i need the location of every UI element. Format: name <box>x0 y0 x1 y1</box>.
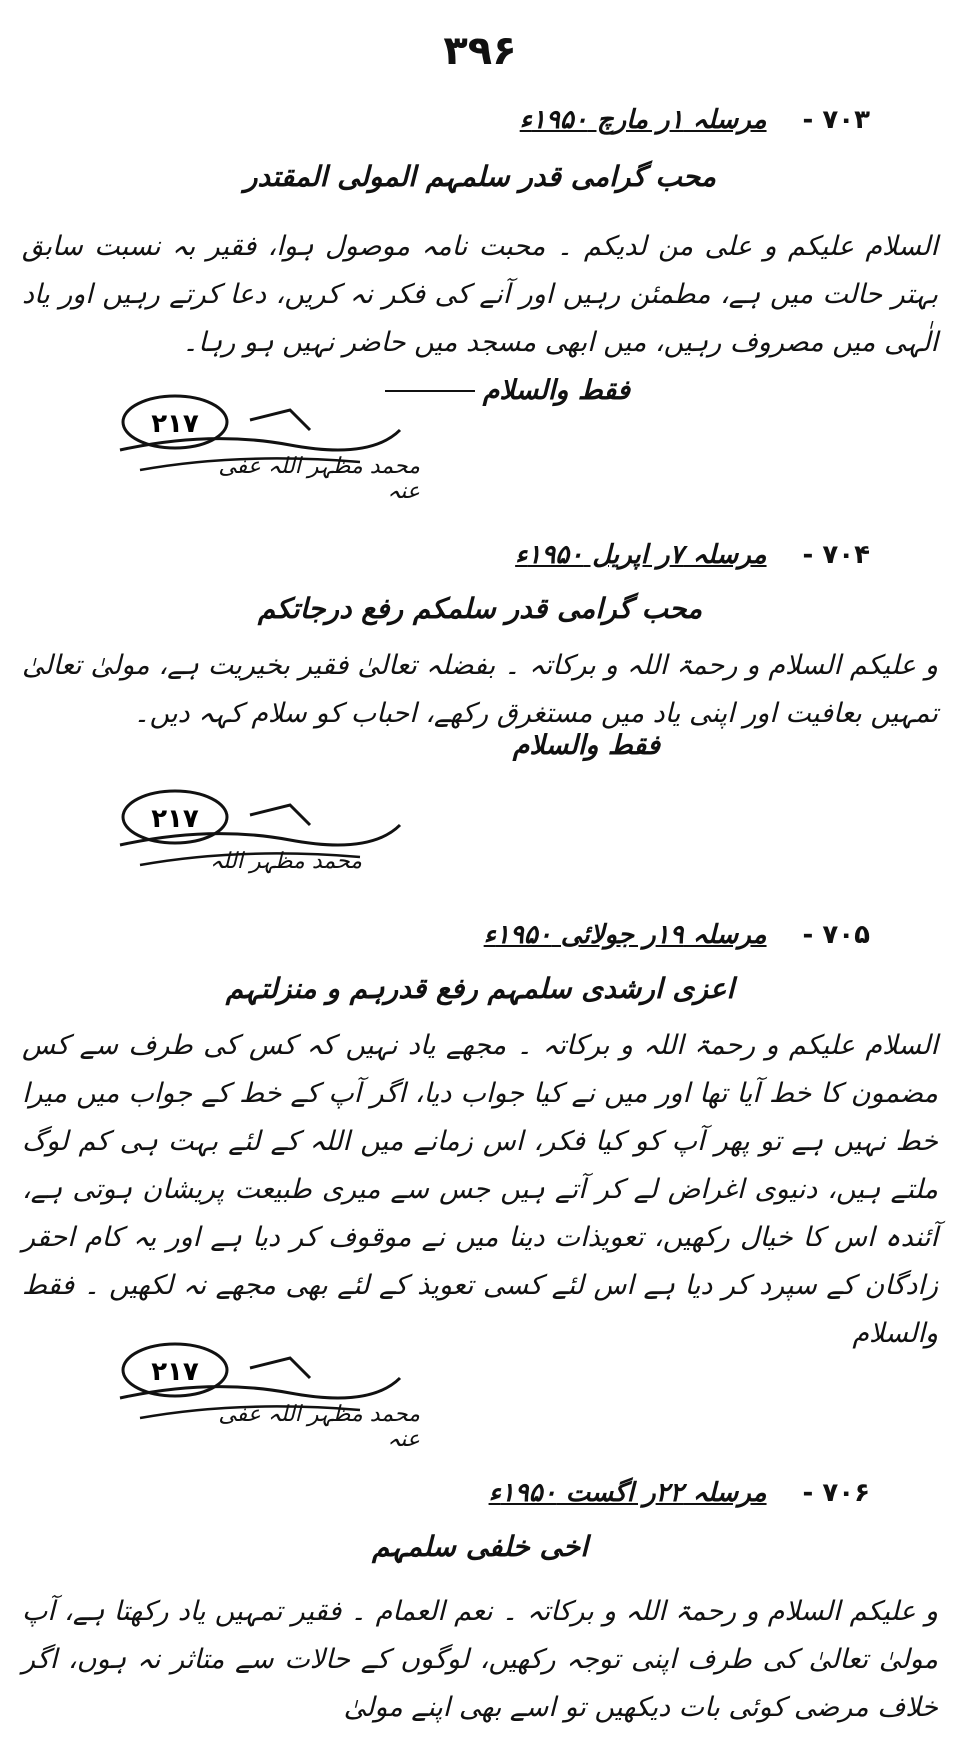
letter-salutation: محب گرامی قدر سلمکم رفع درجاتکم <box>257 592 703 625</box>
letter-body: السلام علیکم و رحمۃ اللہ و برکاتہ ۔ مجھے یاد نہیں کہ کس کی طرف سے کس مضمون کا خط آیا تھا اور میں نے کیا جواب دیا، اگر آپ کے خط کے جواب میں میرا خط نہیں ہے تو پھر آپ کو کیا فکر، اس زمانے میں اللہ کے لئے بہت ہی کم لوگ ملتے ہیں، دنیوی اغراض لے کر آتے ہیں جس سے میری طبیعت پریشان ہوتی ہے، آئندہ اس کا خیال رکھیں، تعویذات دینا میں نے موقوف کر دیا ہے اور یہ کام احقر زادگان کے سپرد کر دیا ہے اس لئے کسی تعویذ کے لئے بھی مجھے نہ لکھیں ۔ فقط والسلام <box>22 1030 938 1349</box>
letter-salutation: محب گرامی قدر سلمہم المولی المقتدر <box>244 160 716 193</box>
letter-date: مرسلہ ۷ر اپریل ۱۹۵۰ء <box>515 540 767 570</box>
letter-number: ۷۰۳ - <box>802 105 870 135</box>
signature-seal <box>100 1338 420 1452</box>
letter-date: مرسلہ ۱ر مارچ ۱۹۵۰ء <box>519 105 767 135</box>
letter-salutation: اخی خلفی سلمہم <box>372 1530 588 1563</box>
letter-closing <box>385 375 630 406</box>
letter-body: و علیکم السلام و رحمۃ اللہ و برکاتہ ۔ بفضلہ تعالیٰ فقیر بخیریت ہے، مولیٰ تعالیٰ تمہیں بعافیت اور اپنی یاد میں مستغرق رکھے، احباب کو سلام کہہ دیں۔ <box>22 650 938 729</box>
letter-closing <box>513 730 660 761</box>
letter-date: مرسلہ ۱۹ر جولائی ۱۹۵۰ء <box>483 920 767 950</box>
signature-seal <box>100 785 420 884</box>
seal-number: ۲۱۷ <box>151 1357 199 1387</box>
seal-number: ۲۱۷ <box>151 409 199 439</box>
signature: محمد مظہر اللہ عفی عنہ <box>218 454 420 504</box>
letter-number: ۷۰۶ - <box>802 1478 870 1508</box>
letter-number: ۷۰۵ - <box>802 920 870 950</box>
letter-date: مرسلہ ۲۲ر اگست ۱۹۵۰ء <box>488 1478 767 1508</box>
signature: محمد مظہر اللہ عفی عنہ <box>218 1402 420 1452</box>
signature-seal <box>100 390 420 504</box>
letter-header <box>515 540 870 570</box>
letter-header <box>484 920 870 950</box>
closing-text: فقط والسلام <box>482 375 630 406</box>
signature: محمد مظہر اللہ <box>210 849 363 874</box>
letter-body: و علیکم السلام و رحمۃ اللہ و برکاتہ ۔ نعم العمام ۔ فقیر تمہیں یاد رکھتا ہے، آپ مولیٰ تعالیٰ کی طرف اپنی توجہ رکھیں، لوگوں کے حالات سے متاثر نہ ہوں، اگر خلاف مرضی کوئی بات دیکھیں تو اسے بھی اپنے مولیٰ <box>22 1596 938 1723</box>
letter-header <box>489 1478 870 1508</box>
letter-header <box>520 105 870 135</box>
page-number: ۳۹۶ <box>443 28 517 74</box>
seal-number: ۲۱۷ <box>151 804 199 834</box>
letter-salutation: اعزی ارشدی سلمہم رفع قدرہم و منزلتہم <box>225 972 735 1005</box>
letter-number: ۷۰۴ - <box>802 540 870 570</box>
letter-body: السلام علیکم و علی من لدیکم ۔ محبت نامہ موصول ہوا، فقیر بہ نسبت سابق بہتر حالت میں ہے، مطمئن رہیں اور آنے کی فکر نہ کریں، دعا کرتے رہیں اور یاد الٰہی میں مصروف رہیں، میں ابھی مسجد میں حاضر نہیں ہو رہا۔ <box>22 231 938 358</box>
closing-text: فقط والسلام <box>512 730 660 761</box>
